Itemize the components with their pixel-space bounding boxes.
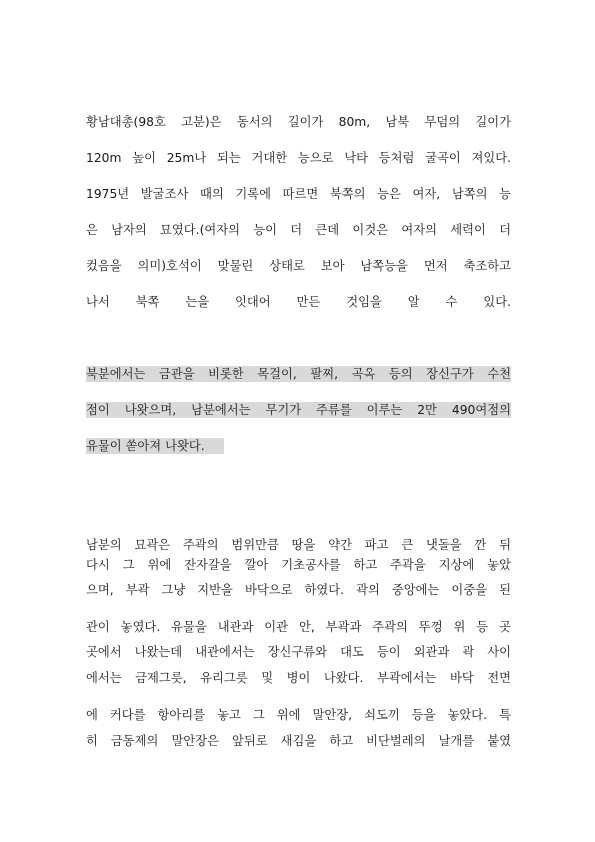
paragraph-3-line-3: 으며, 부곽 그냥 지반을 바닥으로 하였다. 곽의 중앙에는 이중을 된	[86, 583, 511, 597]
paragraph-2-line-1: 북분에서는 금관을 비롯한 목걸이, 팔찌, 곡옥 등의 장신구가 수천	[86, 367, 511, 381]
paragraph-2-line-2: 점이 나왓으며, 남분에서는 무기가 주류를 이루는 2만 490여점의	[86, 403, 511, 417]
paragraph-3-line-6: 에서는 금제그릇, 유리그릇 및 병이 나왔다. 부곽에서는 바닥 전면	[86, 671, 511, 685]
paragraph-1-line-4: 은 남자의 묘였다.(여자의 능이 더 큰데 이것은 여자의 세력이 더	[86, 223, 511, 237]
paragraph-3-line-5: 곳에서 나왔는데 내관에서는 장신구류와 대도 등이 외관과 곽 사이	[86, 645, 511, 659]
paragraph-3-line-8: 히 금동제의 말안장은 앞뒤로 새김을 하고 비단벌레의 날개를 붙였	[86, 734, 511, 748]
paragraph-1-line-5: 컸음을 의미)호석이 맞물린 상태로 보아 남쪽능을 먼저 축조하고	[86, 259, 511, 273]
paragraph-3-line-7: 에 커다를 항아리를 놓고 그 위에 말안장, 쇠도끼 등을 놓았다. 특	[86, 708, 511, 722]
paragraph-3-line-4: 관이 놓였다. 유물을 내관과 이관 안, 부곽과 주곽의 뚜껑 위 등 곳	[86, 620, 511, 634]
paragraph-3-line-2: 다시 그 위에 잔자갈을 깔아 기초공사를 하고 주곽을 지상에 놓았	[86, 558, 511, 572]
paragraph-3-line-1: 남분의 묘곽은 주곽의 범위만큼 땅을 약간 파고 큰 냇돌을 깐 뒤	[86, 538, 511, 552]
paragraph-1-line-2: 120m 높이 25m나 되는 거대한 능으로 낙타 등처럼 굴곡이 져있다.	[86, 151, 511, 165]
paragraph-1-line-1: 황남대총(98호 고분)은 동서의 길이가 80m, 남북 무덤의 길이가	[86, 115, 511, 129]
paragraph-1-line-6: 나서 북쪽 는을 잇대어 만든 것임을 알 수 있다.	[86, 295, 511, 309]
paragraph-1-line-3: 1975년 발굴조사 때의 기록에 따르면 북쪽의 능은 여자, 남쪽의 능	[86, 187, 511, 201]
paragraph-2-line-3: 유물이 쏟아져 나왓다.	[86, 438, 224, 454]
